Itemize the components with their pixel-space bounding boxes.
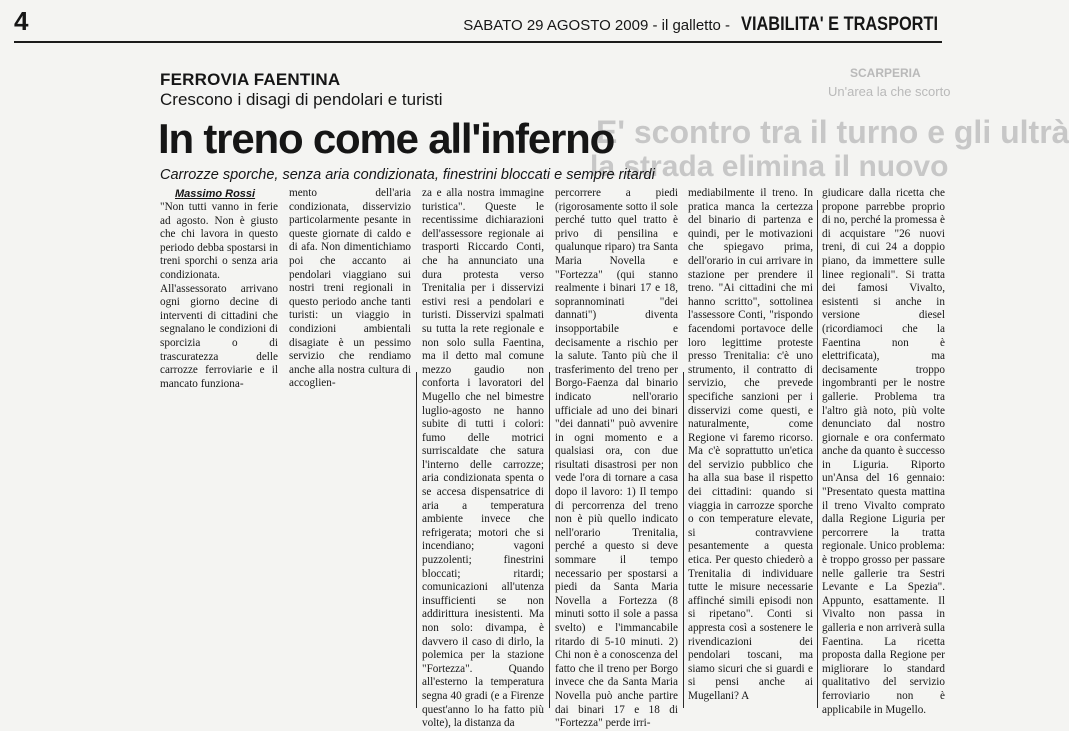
article-column-5 bbox=[688, 187, 813, 705]
column-rule bbox=[817, 200, 818, 708]
dateline: SABATO 29 AGOSTO 2009 - il galletto - bbox=[463, 17, 730, 34]
section-title: VIABILITA' E TRASPORTI bbox=[741, 14, 938, 35]
page-header bbox=[0, 0, 960, 44]
column-text: mento dell'aria condizionata, disservizio particolarmente pesante in queste giornate di caldo e di afa. Non dimentichiamo poi che accanto ai pendolari viaggiano sui nostri treni regionali in questo periodo anche tanti turisti: un viaggio in condizioni ambientali disagiate è un pessimo servizio che rendiamo anche alla nostra cultura di accoglien- bbox=[289, 187, 411, 390]
header-rule bbox=[14, 41, 942, 43]
column-rule bbox=[549, 372, 550, 708]
article-column-2 bbox=[289, 187, 411, 390]
column-rule bbox=[416, 372, 417, 708]
article-subkicker: Crescono i disagi di pendolari e turisti bbox=[160, 90, 443, 109]
bleed-through-kicker: SCARPERIA bbox=[850, 66, 921, 80]
bleed-through-headline: E' scontro tra il turno e gli ultrà bbox=[596, 114, 1069, 150]
article-column-6 bbox=[822, 187, 945, 716]
article-kicker: FERROVIA FAENTINA bbox=[160, 70, 341, 89]
column-text: "Non tutti vanno in ferie ad agosto. Non è giusto che chi lavora in questo periodo debba spostarsi in treni sporchi o senza aria condizionata. All'assessorato arrivano ogni giorno decine di interventi di cittadini che segnalano le condizioni di sporcizia o di trascuratezza delle carrozze ferroviarie e il mancato funziona- bbox=[160, 201, 278, 390]
article-column-3 bbox=[422, 187, 544, 730]
article-byline: Massimo Rossi bbox=[175, 188, 256, 200]
column-rule bbox=[683, 372, 684, 708]
column-text: percorrere a piedi (rigorosamente sotto il sole perché tutto quel tratto è privo di pensilina e qualunque riparo) tra Santa Maria Novella e "Fortezza" (qui stanno realmente i binari 17 e 18, soprannominati "dei dannati") diventa insopportabile e decisamente a rischio per la salute. Tanto più che il trasferimento del treno per Borgo-Faenza dal binario indicato nell'orario ufficiale ad uno dei binari "dei dannati" può avvenire in ogni momento e a qualsiasi ora, con due risultati disastrosi per non vede l'ora di tornare a casa dopo il lavoro: 1) Il tempo di percorrenza del treno non è più quello indicato nell'orario Trenitalia, perché a questo si deve sommare il tempo necessario per spostarsi a piedi da Santa Maria Novella a Fortezza (8 minuti sotto il sole a passa svelto) e l'immancabile ritardo di 5-10 minuti. 2) Chi non è a conoscenza del fatto che il treno per Borgo invece che da Santa Maria Novella può anche partire dai binari 17 e 18 di "Fortezza" perde irri- bbox=[555, 187, 678, 730]
article-headline: In treno come all'inferno bbox=[158, 115, 615, 162]
column-text: za e alla nostra immagine turistica". Queste le recentissime dichiarazioni dell'assessore regionale ai trasporti Riccardo Conti, che ha annunciato una dura protesta verso Trenitalia per i disservizi estivi resi a pendolari e turisti. Disservizi spalmati su tutta la rete regionale e non solo sulla Faentina, ma il detto mal comune mezzo gaudio non conforta i lavoratori del Mugello che nel bimestre luglio-agosto ne hanno subite di tutti i colori: fumo delle motrici surriscaldate che satura l'interno delle carrozze; aria condizionata spenta o se accesa dispensatrice di aria a temperatura ambiente invece che refrigerata; motori che si incendiano; vagoni puzzolenti; finestrini bloccati; ritardi; comunicazioni all'utenza insufficienti se non addirittura inesistenti. Ma non solo: divampa, è davvero il caso di dirlo, la polemica per la stazione "Fortezza". Quando all'esterno la temperatura segna 40 gradi (e a Firenze quest'anno lo ha fatto più volte), la distanza da bbox=[422, 187, 544, 730]
column-text: giudicare dalla ricetta che propone parrebbe proprio di no, perché la promessa è di acquistare "26 nuovi treni, di cui 24 a doppio piano, da immettere sulle linee regionali". Si tratta dei famosi Vivalto, esistenti si anche in versione diesel (ricordiamoci che la Faentina non è elettrificata), ma decisamente troppo ingombranti per le nostre gallerie. Problema tra l'altro già noto, più volte denunciato dal nostro giornale e ora confermato anche da quanto è successo in Liguria. Riporto un'Ansa del 16 gennaio: "Presentato questa mattina il treno Vivalto comprato dalla Regione Liguria per percorrere la tratta regionale. Unico problema: è troppo grosso per passare nelle gallerie tra Sestri Levante e La Spezia". Appunto, esattamente. Il Vivalto non passa in galleria e non arriverà sulla Faentina. La ricetta proposta dalla Regione per migliorare lo standard qualitativo del servizio ferroviario non è applicabile in Mugello. bbox=[822, 187, 945, 716]
column-text: mediabilmente il treno. In pratica manca la certezza del binario di partenza e quindi, per le motivazioni che spiegavo prima, dell'orario in cui arrivare in stazione per prendere il treno. "Ai cittadini che mi hanno scritto", sottolinea l'assessore Conti, "rispondo facendomi portavoce delle loro legittime proteste presso Trenitalia: c'è uno strumento, il contratto di servizio, che prevede specifiche sanzioni per i disservizi come questi, e naturalmente, come Regione vi faremo ricorso. Ma c'è soprattutto un'etica del servizio pubblico che ha alla sua base il rispetto dei cittadini: quando si viaggia in carrozze sporche o con temperature elevate, si contravviene pesantemente a questa etica. Per questo chiederò a Trenitalia di individuare tutte le misure necessarie affinché simili episodi non si ripetano". Conti si appresta così a sostenere le rivendicazioni dei pendolari toscani, ma siamo sicuri che si guardi e si pensi anche ai Mugellani? A bbox=[688, 187, 813, 702]
article-column-4 bbox=[555, 187, 678, 730]
bleed-through-headline-2: la strada elimina il nuovo bbox=[590, 150, 949, 183]
article-column-1 bbox=[160, 201, 278, 390]
article-dek: Carrozze sporche, senza aria condizionata, finestrini bloccati e sempre ritardi bbox=[160, 167, 655, 183]
page-number: 4 bbox=[14, 6, 29, 36]
bleed-through-dek: Un'area la che scorto bbox=[828, 84, 951, 99]
